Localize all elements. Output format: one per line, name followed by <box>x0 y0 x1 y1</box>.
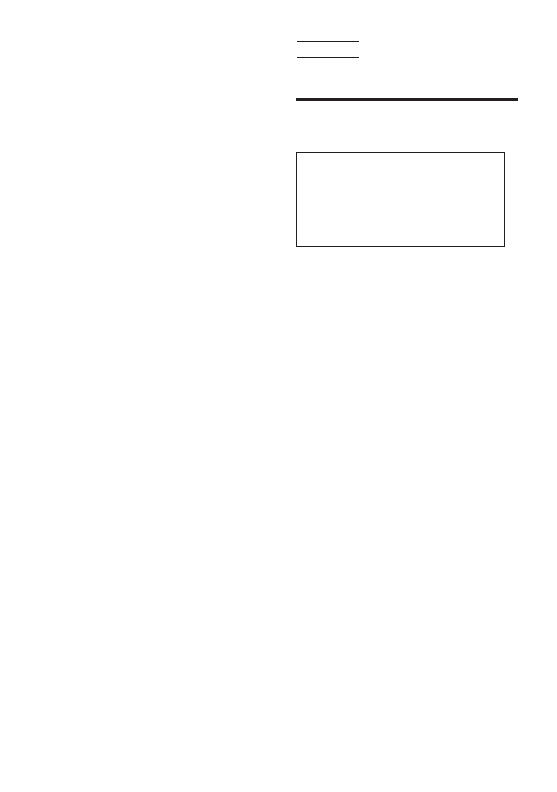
serial-number-field <box>296 47 518 63</box>
serial-number-blank <box>297 47 359 58</box>
laser-warning-label <box>296 152 505 247</box>
warning-rule <box>296 98 518 101</box>
owners-record-section <box>296 22 518 62</box>
contents-title <box>49 22 268 46</box>
model-number-field <box>296 31 518 47</box>
right-column <box>296 22 518 247</box>
model-number-blank <box>297 31 359 42</box>
table-of-contents <box>49 22 268 57</box>
